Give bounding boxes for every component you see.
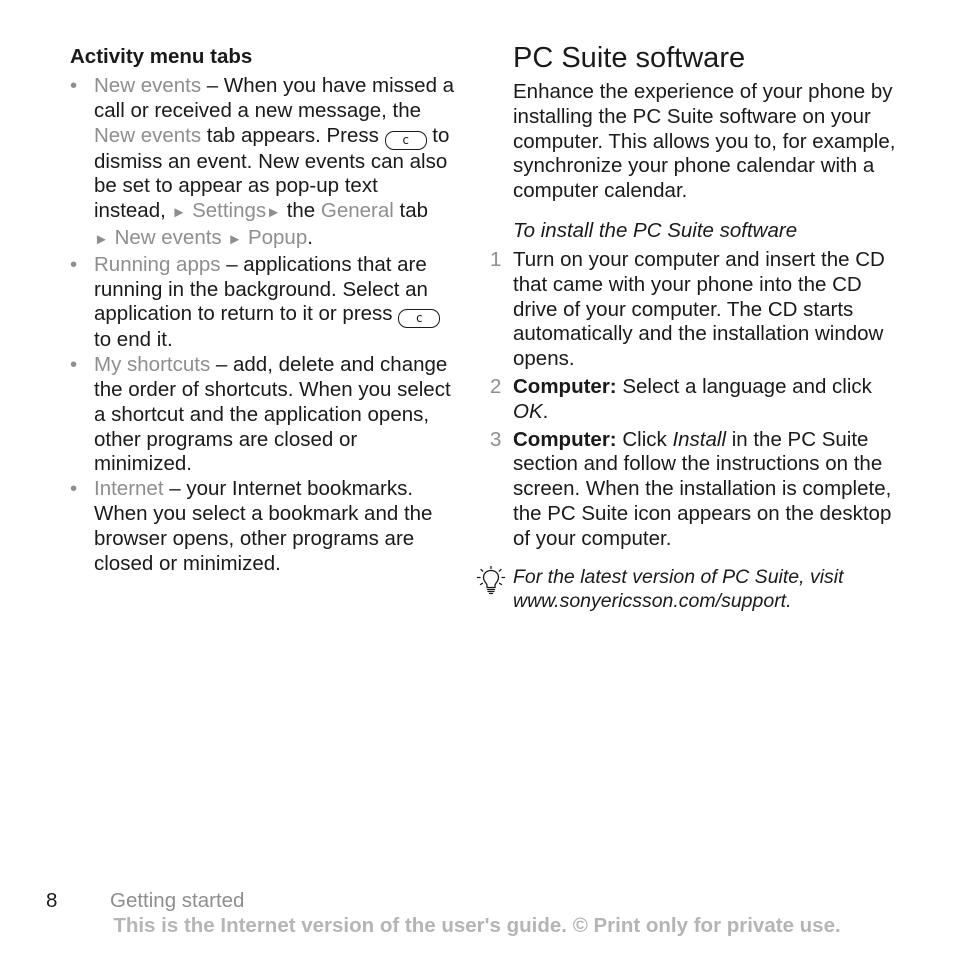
step-text: Select a language and click: [616, 374, 872, 398]
item-text: – add, delete and change the order of shortcuts. When you select a shortcut and the application opens, other programs are closed or minimized.: [94, 353, 451, 476]
step-label: Computer:: [513, 374, 617, 398]
step-emphasis: Install: [672, 427, 727, 451]
clear-key-icon: c: [398, 309, 440, 328]
section-heading: Activity menu tabs: [70, 45, 253, 68]
step-number: 3: [490, 427, 502, 451]
path-general: General: [320, 199, 394, 223]
step-number: 2: [490, 374, 502, 398]
list-item-my-shortcuts: [70, 353, 455, 477]
list-item-internet: [70, 477, 455, 576]
arrow-icon: ►: [227, 230, 243, 248]
list-item-new-events: [70, 74, 455, 253]
item-text: tab appears. Press: [201, 123, 385, 147]
activity-tabs-list: [70, 74, 455, 576]
arrow-icon: ►: [266, 204, 281, 222]
term-my-shortcuts: My shortcuts: [94, 353, 211, 377]
path-popup: Popup: [247, 225, 308, 249]
item-text: to end it.: [94, 328, 173, 352]
item-text: .: [307, 225, 313, 249]
bullet: •: [70, 353, 78, 377]
step-2: [490, 375, 910, 425]
clear-key-icon: c: [385, 131, 427, 150]
item-text: – applications that are running in the background. Select an application to return to it or press: [94, 252, 428, 326]
step-1: [490, 248, 910, 372]
step-emphasis: OK: [513, 399, 543, 423]
term-running-apps: Running apps: [94, 252, 221, 276]
tip-text: For the latest version of PC Suite, visit www.sonyericsson.com/support.: [513, 566, 844, 612]
step-3: [490, 428, 910, 552]
intro-paragraph: Enhance the experience of your phone by installing the PC Suite software on your computer. This allows you to, for example, synchronize your phone calendar with a computer calendar.: [513, 80, 896, 203]
lightbulb-icon: [476, 566, 506, 598]
step-label: Computer:: [513, 427, 617, 451]
path-settings: Settings: [192, 199, 267, 223]
arrow-icon: ►: [94, 230, 109, 248]
step-text: Click: [616, 427, 673, 451]
tip-note: [490, 566, 910, 613]
term-internet: Internet: [94, 477, 164, 501]
item-text: – your Internet bookmarks. When you select a bookmark and the browser opens, other programs are closed or minimized.: [94, 477, 433, 575]
item-text: to dismiss an event. New events can also be set to appear as pop-up text instead,: [94, 123, 450, 223]
item-text: tab: [393, 199, 429, 223]
step-text: in the PC Suite section and follow the instructions on the screen. When the installation is complete, the PC Suite icon appears on the desktop of your computer.: [513, 427, 892, 550]
arrow-icon: ►: [171, 204, 187, 222]
section-name: Getting started: [110, 889, 245, 912]
bullet: •: [70, 477, 78, 501]
step-text: .: [542, 399, 549, 423]
bullet: •: [70, 74, 78, 97]
page-title: PC Suite software: [513, 42, 746, 74]
step-number: 1: [490, 248, 502, 271]
term-new-events: New events: [94, 74, 202, 97]
path-new-events: New events: [114, 225, 222, 249]
item-text: – When you have missed a call or received a new message, the: [94, 74, 455, 122]
procedure-heading: To install the PC Suite software: [513, 219, 798, 242]
step-text: Turn on your computer and insert the CD that came with your phone into the CD drive of your computer. The CD starts automatically and the installation window opens.: [513, 248, 885, 371]
list-item-running-apps: [70, 253, 455, 353]
copyright-notice: This is the Internet version of the user's guide. © Print only for private use.: [113, 914, 841, 937]
bullet: •: [70, 252, 78, 276]
page-number: 8: [46, 889, 58, 912]
term-new-events-tab: New events: [94, 123, 202, 147]
install-steps: [490, 248, 910, 555]
item-text: the: [281, 199, 321, 223]
